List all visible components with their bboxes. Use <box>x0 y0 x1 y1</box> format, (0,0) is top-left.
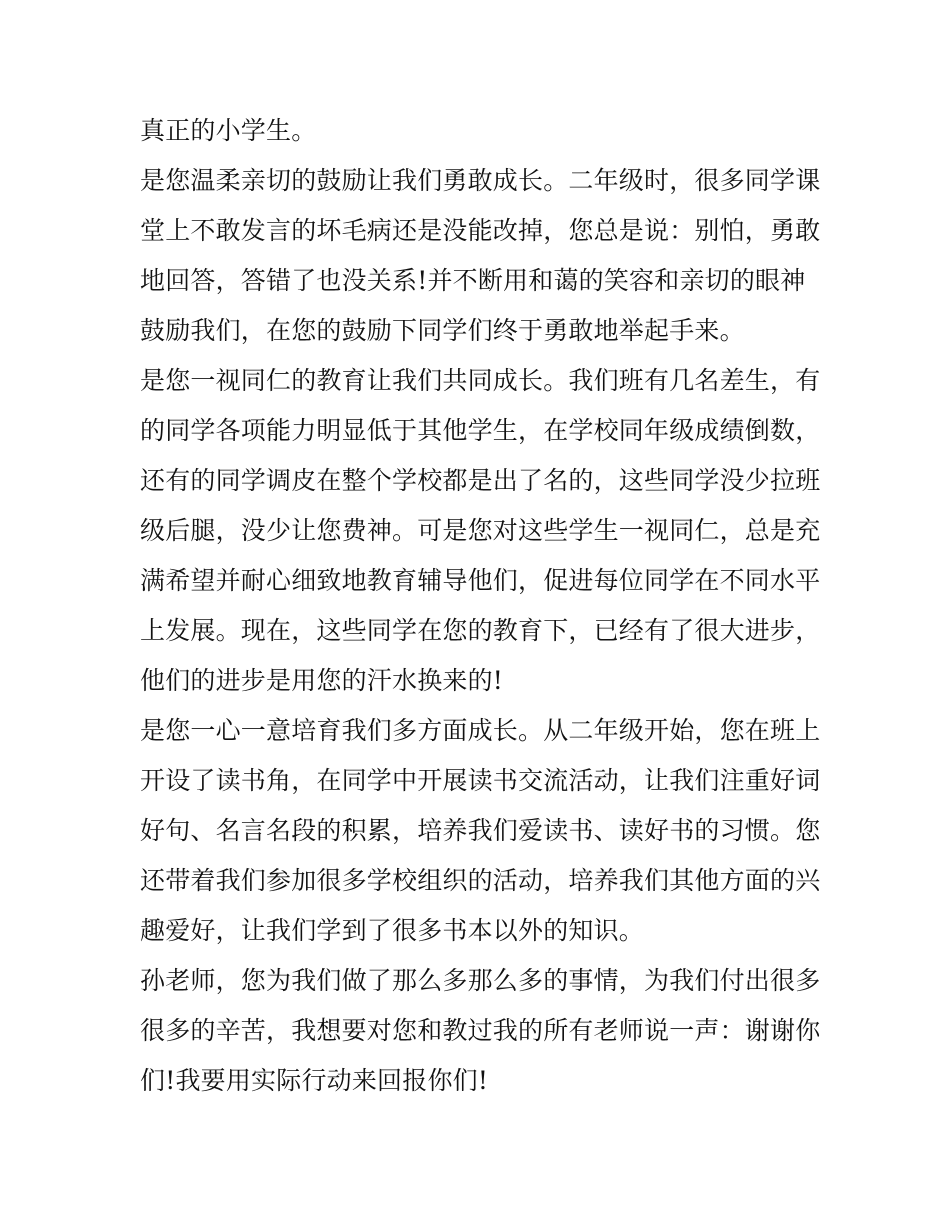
text-line: 好句、名言名段的积累，培养我们爱读书、读好书的习惯。您 <box>140 816 821 845</box>
text-line: 他们的进步是用您的汗水换来的! <box>140 666 504 695</box>
text-line: 地回答，答错了也没关系!并不断用和蔼的笑容和亲切的眼神 <box>140 266 806 295</box>
text-line: 开设了读书角，在同学中开展读书交流活动，让我们注重好词 <box>140 766 821 795</box>
text-line: 是您一视同仁的教育让我们共同成长。我们班有几名差生，有 <box>140 366 821 395</box>
letter-body-text <box>140 106 820 1106</box>
text-line: 堂上不敢发言的坏毛病还是没能改掉，您总是说：别怕，勇敢 <box>140 216 821 245</box>
text-line: 满希望并耐心细致地教育辅导他们，促进每位同学在不同水平 <box>140 566 821 595</box>
text-line: 鼓励我们，在您的鼓励下同学们终于勇敢地举起手来。 <box>140 316 745 345</box>
text-line: 的同学各项能力明显低于其他学生，在学校同年级成绩倒数， <box>140 416 821 445</box>
text-line: 真正的小学生。 <box>140 116 317 145</box>
text-line: 上发展。现在，这些同学在您的教育下，已经有了很大进步， <box>140 616 821 645</box>
text-line: 趣爱好，让我们学到了很多书本以外的知识。 <box>140 916 645 945</box>
text-line: 是您一心一意培育我们多方面成长。从二年级开始，您在班上 <box>140 716 821 745</box>
text-line: 们!我要用实际行动来回报你们! <box>140 1066 489 1095</box>
text-line: 还有的同学调皮在整个学校都是出了名的，这些同学没少拉班 <box>140 466 821 495</box>
text-line: 孙老师，您为我们做了那么多那么多的事情，为我们付出很多 <box>140 966 821 995</box>
text-line: 很多的辛苦，我想要对您和教过我的所有老师说一声：谢谢你 <box>140 1016 821 1045</box>
text-line: 是您温柔亲切的鼓励让我们勇敢成长。二年级时，很多同学课 <box>140 166 821 195</box>
text-line: 还带着我们参加很多学校组织的活动，培养我们其他方面的兴 <box>140 866 821 895</box>
text-line: 级后腿，没少让您费神。可是您对这些学生一视同仁，总是充 <box>140 516 821 545</box>
